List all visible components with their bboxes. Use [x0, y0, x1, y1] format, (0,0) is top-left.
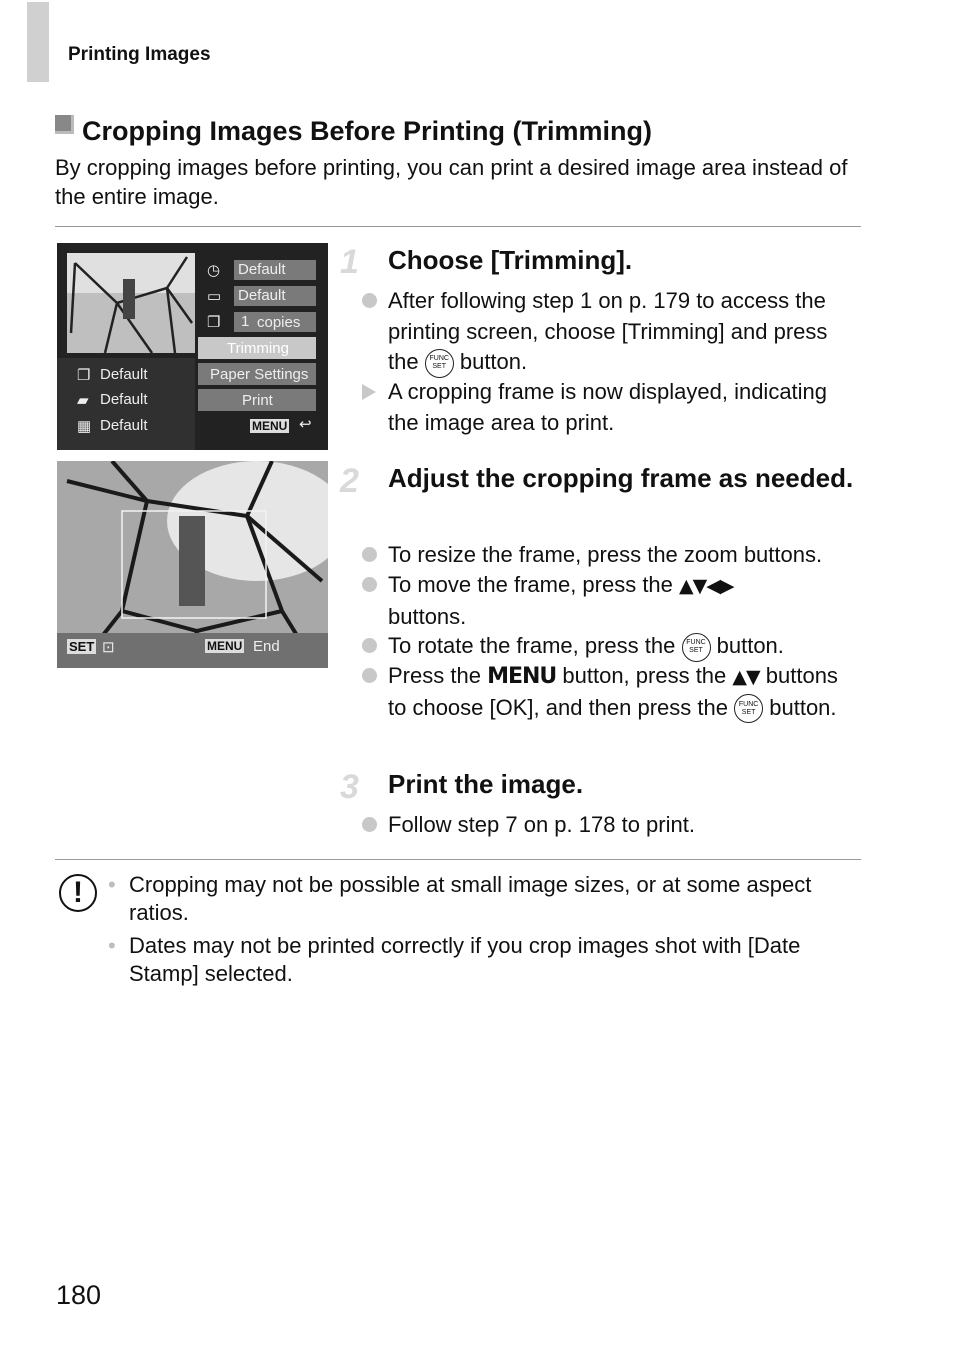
copies-icon: ❐ — [207, 314, 221, 331]
left-icon-1: ❐ — [77, 367, 91, 384]
left-setting-3: Default — [100, 417, 148, 434]
bullet-circle-icon — [362, 547, 377, 562]
step-3-item-1: Follow step 7 on p. 178 to print. — [362, 810, 862, 841]
chapter-tab — [27, 2, 49, 82]
bullet-dot-icon: • — [108, 872, 116, 897]
func-set-button-icon: FUNC SET — [425, 349, 454, 378]
menu-copies-label: copies — [257, 314, 301, 331]
menu-button-label-2[interactable]: MENU — [207, 639, 243, 653]
menu-button-label[interactable]: MENU — [252, 419, 288, 433]
rotate-frame-icon: ⊡ — [102, 639, 115, 656]
menu-copies-count[interactable]: 1 — [241, 313, 250, 330]
left-setting-2: Default — [100, 391, 148, 408]
bullet-circle-icon — [362, 577, 377, 592]
caution-note-2: • Dates may not be printed correctly if you crop images shot with [Date Stamp] selected. — [108, 933, 801, 986]
step-1-result: A cropping frame is now displayed, indicating the image area to print. — [362, 377, 862, 438]
left-setting-1: Default — [100, 366, 148, 383]
step-1-number: 1 — [340, 243, 359, 281]
cropping-photo — [57, 461, 328, 668]
caution-exclamation-icon: ! — [59, 874, 97, 912]
border-setting-icon: ▭ — [207, 288, 222, 305]
result-arrow-icon — [362, 384, 376, 400]
step-2-item-1: To resize the frame, press the zoom buttons. — [362, 540, 862, 571]
menu-trimming[interactable]: Trimming — [227, 340, 289, 357]
section-title: Cropping Images Before Printing (Trimming) — [82, 116, 653, 146]
menu-print[interactable]: Print — [242, 392, 273, 409]
menu-date-value[interactable]: Default — [238, 261, 286, 278]
divider-bottom — [55, 859, 861, 860]
menu-paper-settings[interactable]: Paper Settings — [210, 366, 309, 383]
func-set-button-icon: FUNC SET — [682, 633, 711, 662]
up-down-arrows-icon: ▲▼ — [732, 666, 760, 688]
intro-paragraph: By cropping images before printing, you can print a desired image area instead of the entire image. — [55, 155, 848, 209]
running-header: Printing Images — [68, 44, 211, 65]
date-setting-icon: ◷ — [207, 262, 221, 279]
set-button-label[interactable]: SET — [69, 639, 95, 654]
four-way-arrows-icon: ▲▼◀▶ — [679, 575, 734, 597]
bullet-circle-icon — [362, 638, 377, 653]
step-1-title: Choose [Trimming]. — [388, 245, 633, 275]
bullet-circle-icon — [362, 817, 377, 832]
step-3-number: 3 — [340, 768, 359, 806]
step-3-title: Print the image. — [388, 769, 584, 799]
step-2-number: 2 — [340, 462, 359, 500]
divider-top — [55, 226, 861, 227]
end-label: End — [253, 638, 280, 655]
bullet-circle-icon — [362, 668, 377, 683]
step-2-title: Adjust the cropping frame as needed. — [388, 463, 854, 493]
menu-button-icon: MENU — [487, 664, 557, 689]
step-1-item-1: After following step 1 on p. 179 to access the printing screen, choose [Trimming] and press the FUNC SET button. — [362, 286, 862, 378]
step-2-item-2: To move the frame, press the ▲▼◀▶ buttons. — [362, 570, 862, 632]
func-set-button-icon: FUNC SET — [734, 694, 763, 723]
bullet-circle-icon — [362, 293, 377, 308]
section-square-icon — [55, 115, 74, 134]
camera-screen-cropping — [57, 461, 328, 668]
left-icon-2: ▰ — [77, 392, 89, 409]
left-icon-3: ▦ — [77, 418, 92, 435]
step-2-item-3: To rotate the frame, press the FUNC SET button. — [362, 631, 862, 662]
page-number: 180 — [56, 1280, 102, 1310]
caution-note-1: • Cropping may not be possible at small image sizes, or at some aspect ratios. — [108, 872, 812, 925]
bullet-dot-icon: • — [108, 933, 116, 958]
menu-border-value[interactable]: Default — [238, 287, 286, 304]
return-arrow-icon: ↩ — [299, 416, 312, 433]
step-2-item-4: Press the MENU button, press the ▲▼ buttons to choose [OK], and then press the FUNC SET button. — [362, 661, 862, 723]
camera-screen-print-menu — [57, 243, 328, 450]
